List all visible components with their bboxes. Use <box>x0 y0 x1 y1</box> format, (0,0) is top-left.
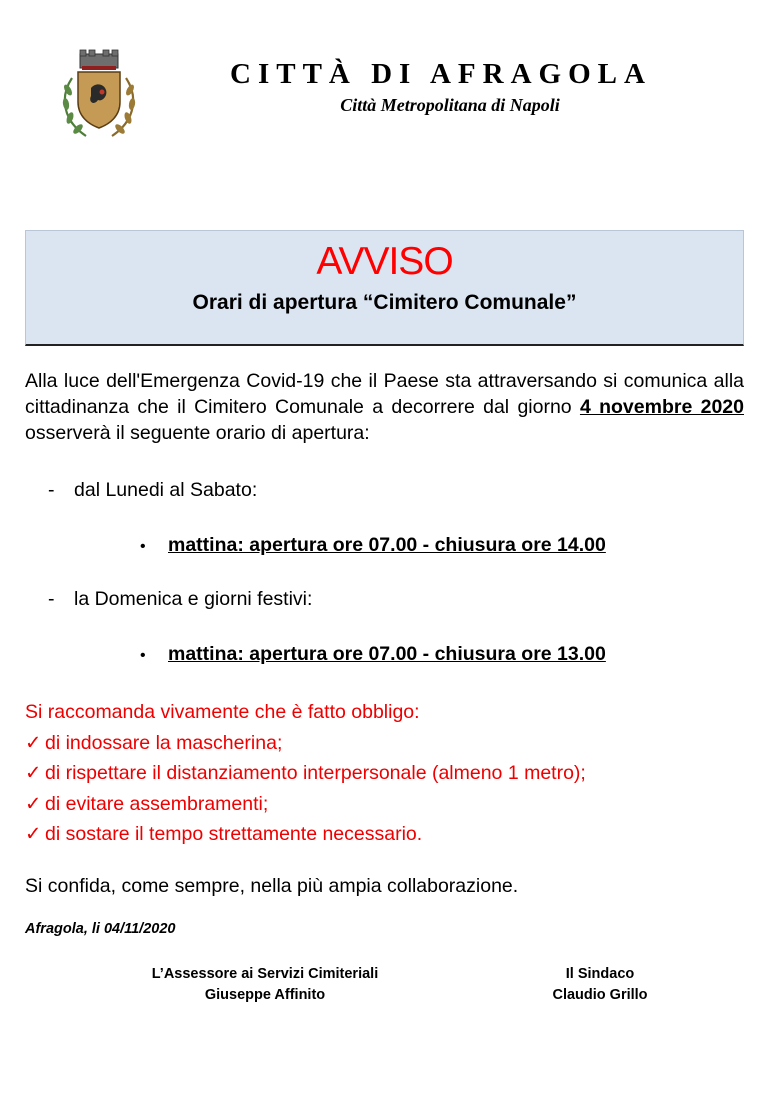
schedule-holidays-hours <box>140 643 606 666</box>
schedule-hours: mattina: apertura ore 07.00 - chiusura ore 14.00 <box>168 534 606 556</box>
bullet-marker: • <box>140 538 146 555</box>
city-name: CITTÀ DI AFRAGOLA <box>230 58 652 90</box>
recommendation-text: di rispettare il distanziamento interpersonale (almeno 1 metro); <box>45 762 586 784</box>
start-date: 4 novembre 2020 <box>579 396 744 418</box>
intro-text-end: osserverà il seguente orario di apertura: <box>25 422 370 444</box>
intro-text: Alla luce dell'Emergenza Covid-19 che il Paese sta attraversando si comunica alla cittadinanza che il Cimitero Comunale a decorrere dal giorno <box>25 370 744 418</box>
schedule-days-label: la Domenica e giorni festivi: <box>74 588 313 610</box>
signature-assessor <box>130 964 400 1006</box>
recommendations <box>25 697 586 850</box>
checkmark-icon: ✓ <box>25 792 42 815</box>
intro-paragraph <box>25 368 744 446</box>
city-coat-of-arms-icon <box>58 48 140 140</box>
schedule-days-label: dal Lunedi al Sabato: <box>74 479 258 501</box>
city-subtitle: Città Metropolitana di Napoli <box>340 95 560 115</box>
recommendation-item <box>25 819 586 850</box>
dash-marker: - <box>48 479 55 501</box>
closing-statement: Si confida, come sempre, nella più ampia collaborazione. <box>25 875 519 897</box>
recommendation-item <box>25 789 586 820</box>
checkmark-icon: ✓ <box>25 762 42 784</box>
schedule-hours: mattina: apertura ore 07.00 - chiusura ore 13.00 <box>168 643 606 665</box>
recommendation-item <box>25 728 586 759</box>
mayor-name: Claudio Grillo <box>552 987 648 1003</box>
dash-marker: - <box>48 588 55 610</box>
assessor-name: Giuseppe Affinito <box>204 987 326 1003</box>
checkmark-icon: ✓ <box>25 731 42 754</box>
mayor-role: Il Sindaco <box>565 966 635 982</box>
schedule-weekdays <box>48 479 257 502</box>
recommendation-text: di indossare la mascherina; <box>45 731 283 754</box>
checkmark-icon: ✓ <box>25 823 42 845</box>
schedule-holidays <box>48 588 312 611</box>
signature-mayor <box>500 964 700 1006</box>
bullet-marker: • <box>140 647 146 664</box>
schedule-weekdays-hours <box>140 534 606 557</box>
assessor-role: L’Assessore ai Servizi Cimiteriali <box>151 966 379 982</box>
recommendation-text: di sostare il tempo strettamente necessario. <box>45 823 423 845</box>
recommendation-item <box>25 758 586 789</box>
notice-title: AVVISO <box>316 240 453 283</box>
place-and-date: Afragola, li 04/11/2020 <box>25 921 176 937</box>
notice-subtitle: Orari di apertura “Cimitero Comunale” <box>192 291 577 314</box>
recommendations-heading: Si raccomanda vivamente che è fatto obbligo: <box>25 701 420 723</box>
recommendation-text: di evitare assembramenti; <box>45 792 269 815</box>
